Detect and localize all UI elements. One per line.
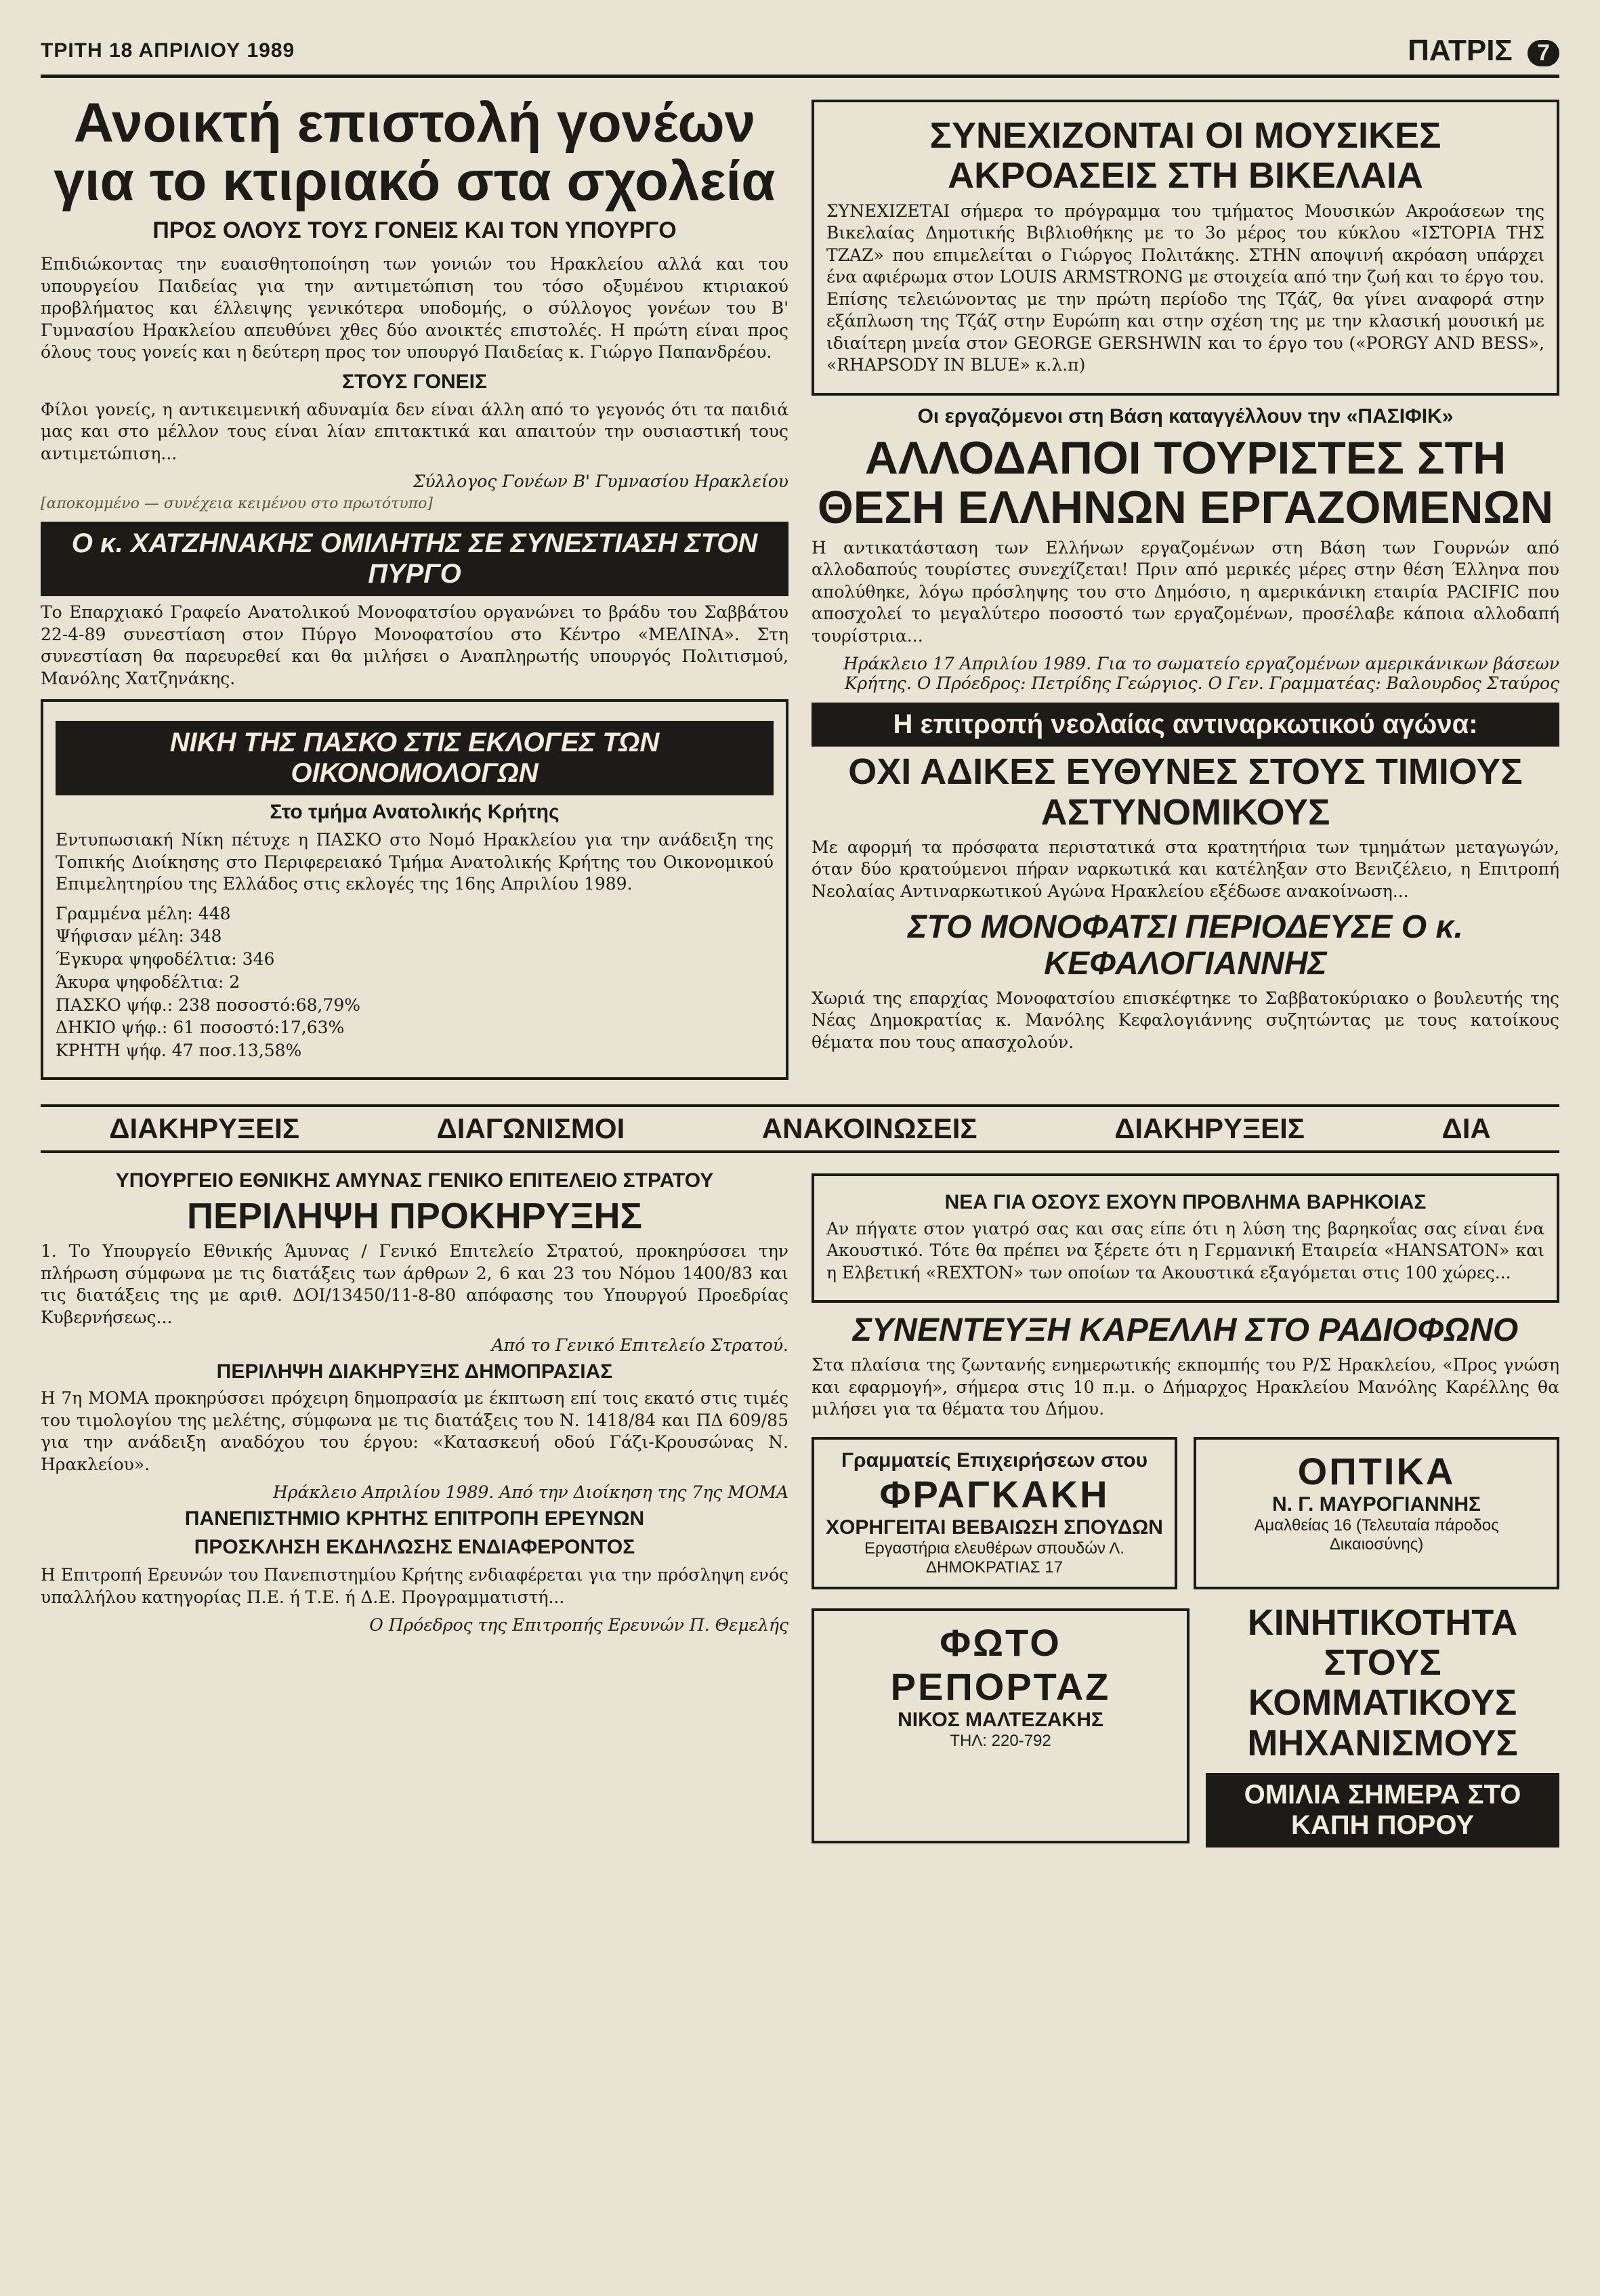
hearing-headline: ΝΕΑ ΓΙΑ ΟΣΟΥΣ ΕΧΟΥΝ ΠΡΟΒΛΗΜΑ ΒΑΡΗΚΟΙΑΣ <box>944 1190 1427 1213</box>
paper-name <box>1408 34 1559 68</box>
announcements-item: ΔΙΑΚΗΡΥΞΕΙΣ <box>109 1112 300 1144</box>
concerts-headline: ΣΥΝΕΧΙΖΟΝΤΑΙ ΟΙ ΜΟΥΣΙΚΕΣ ΑΚΡΟΑΣΕΙΣ ΣΤΗ ΒΙΚΕΛΑΙΑ <box>929 115 1441 196</box>
page-number: 7 <box>1528 40 1559 66</box>
tourists-headline: ΑΛΛΟΔΑΠΟΙ ΤΟΥΡΙΣΤΕΣ ΣΤΗ ΘΕΣΗ ΕΛΛΗΝΩΝ ΕΡΓΑΖΟΜΕΝΩΝ <box>817 432 1554 534</box>
letter-kicker: ΠΡΟΣ ΟΛΟΥΣ ΤΟΥΣ ΓΟΝΕΙΣ ΚΑΙ ΤΟΝ ΥΠΟΥΡΓΟ <box>152 217 677 244</box>
movements-headline: ΚΙΝΗΤΙΚΟΤΗΤΑ ΣΤΟΥΣ ΚΟΜΜΑΤΙΚΟΥΣ ΜΗΧΑΝΙΣΜΟΥΣ <box>1247 1602 1518 1763</box>
photo-phone: ΤΗΛ: 220-792 <box>950 1731 1051 1750</box>
karellis-headline: ΣΥΝΕΝΤΕΥΞΗ ΚΑΡΕΛΛΗ ΣΤΟ ΡΑΔΙΟΦΩΝΟ <box>852 1312 1519 1349</box>
concerts-box <box>812 100 1559 396</box>
karellis-body: Στα πλαίσια της ζωντανής ενημερωτικής εκπομπής του Ρ/Σ Ηρακλείου, «Προς γνώση και εφαρμογή», σήμερα στις 10 π.μ. ο Δήμαρχος Ηρακλείου Μανόλης Καρέλλης θα μιλήσει για τα θέματα του Δήμου. <box>812 1355 1559 1419</box>
announcements-item: ΔΙΑ <box>1441 1112 1491 1144</box>
issue-date: ΤΡΙΤΗ 18 ΑΠΡΙΛΙΟΥ 1989 <box>41 39 295 62</box>
pasko-body: Εντυπωσιακή Νίκη πέτυχε η ΠΑΣΚΟ στο Νομό Ηρακλείου για την ανάδειξη της Τοπικής Διοίκησης στο Περιφερειακό Τμήμα Ανατολικής Κρήτης του Οικονομικού Επιμελητηρίου της Ελλάδος στις εκλογές της 16ης Απριλίου 1989. <box>56 830 774 894</box>
letter-to-parents: ΣΤΟΥΣ ΓΟΝΕΙΣ <box>341 370 487 393</box>
column-right <box>812 90 1559 1089</box>
hatzinakis-body: Το Επαρχιακό Γραφείο Ανατολικού Μονοφατσίου οργανώνει το βράδυ του Σαββάτου 22-4-89 συνεστίαση στον Πύργο Μονοφατσίου στο Κέντρο «ΜΕΛΙΝΑ». Στη συνεστίαση θα παρευρεθεί και θα μιλήσει ο Αναπληρωτής υπουργός Πολιτισμού, Μανόλης Χατζηνάκης. <box>41 602 788 688</box>
optika-addr: Αμαλθείας 16 (Τελευταία πάροδος Δικαιοσύνης) <box>1254 1516 1499 1553</box>
hearing-body: Αν πήγατε στον γιατρό σας και σας είπε ότι η λύση της βαρηκοΐας σας είναι ένα Ακουστικό. Τότε θα πρέπει να ξέρετε ότι η Γερμανική Εταιρεία «HANSATON» και η Ελβετική «REXTON» των οποίων τα Ακουστικά εξαγόμεται στις 100 χώρες... <box>826 1218 1544 1282</box>
pasko-stat: ΔΗΚΙΟ ψήφ.: 61 ποσοστό:17,63% <box>56 1018 345 1038</box>
uni-sub: ΠΡΟΣΚΛΗΣΗ ΕΚΔΗΛΩΣΗΣ ΕΝΔΙΑΦΕΡΟΝΤΟΣ <box>194 1536 635 1559</box>
fragkaki-name: ΦΡΑΓΚΑΚΗ <box>879 1472 1110 1516</box>
announcements-stripe <box>41 1104 1559 1153</box>
pasko-stat: ΚΡΗΤΗ ψήφ. 47 ποσ.13,58% <box>56 1041 302 1061</box>
masthead <box>41 27 1559 78</box>
upper-section <box>41 90 1559 1089</box>
lower-right <box>812 1164 1559 1853</box>
army-org: ΥΠΟΥΡΓΕΙΟ ΕΘΝΙΚΗΣ ΑΜΥΝΑΣ ΓΕΝΙΚΟ ΕΠΙΤΕΛΕΙΟ ΣΤΡΑΤΟΥ <box>115 1169 714 1192</box>
movements-sub: ΟΜΙΛΙΑ ΣΗΜΕΡΑ ΣΤΟ ΚΑΠΗ ΠΟΡΟΥ <box>1206 1773 1559 1848</box>
paper-title: ΠΑΤΡΙΣ <box>1408 34 1513 67</box>
cut-note: [αποκομμένο — συνέχεια κειμένου στο πρωτότυπο] <box>41 495 433 513</box>
monofatsi-headline: ΣΤΟ ΜΟΝΟΦΑΤΣΙ ΠΕΡΙΟΔΕΥΣΕ Ο κ. ΚΕΦΑΛΟΓΙΑΝΝΗΣ <box>908 909 1463 982</box>
army-headline: ΠΕΡΙΛΗΨΗ ΠΡΟΚΗΡΥΞΗΣ <box>187 1195 642 1236</box>
police-headline: ΟΧΙ ΑΔΙΚΕΣ ΕΥΘΥΝΕΣ ΣΤΟΥΣ ΤΙΜΙΟΥΣ ΑΣΤΥΝΟΜΙΚΟΥΣ <box>848 751 1523 833</box>
moma-signature: Ηράκλειο Απριλίου 1989. Από την Διοίκηση της 7ης ΜΟΜΑ <box>272 1482 788 1503</box>
letter-paragraph-2: Φίλοι γονείς, η αντικειμενική αδυναμία δεν είναι άλλη από το γεγονός ότι τα παιδιά μας και στο μέλλον τους είναι λίαν επιτακτικά και απαιτούν την ουσιαστική τους αντιμετώπιση... <box>41 399 788 463</box>
letter-signature: Σύλλογος Γονέων Β' Γυμνασίου Ηρακλείου <box>413 472 788 492</box>
photo-name: ΝΙΚΟΣ ΜΑΛΤΕΖΑΚΗΣ <box>898 1708 1103 1731</box>
photo-title: ΦΩΤΟ ΡΕΠΟΡΤΑΖ <box>890 1621 1111 1708</box>
announcements-item: ΔΙΑΚΗΡΥΞΕΙΣ <box>1114 1112 1305 1144</box>
moma-headline: ΠΕΡΙΛΗΨΗ ΔΙΑΚΗΡΥΞΗΣ ΔΗΜΟΠΡΑΣΙΑΣ <box>216 1360 613 1383</box>
fragkaki-title: Γραμματείς Επιχειρήσεων στου <box>841 1448 1148 1471</box>
optika-brand: ΟΠΤΙΚΑ <box>1297 1449 1456 1493</box>
army-signature: Από το Γενικό Επιτελείο Στρατού. <box>491 1335 788 1356</box>
pasko-stat: Ψήφισαν μέλη: 348 <box>56 926 222 946</box>
fragkaki-line: ΧΟΡΗΓΕΙΤΑΙ ΒΕΒΑΙΩΣΗ ΣΠΟΥΔΩΝ <box>826 1516 1163 1539</box>
ads-row <box>812 1427 1559 1599</box>
pasko-stat: Έγκυρα ψηφοδέλτια: 346 <box>56 949 275 969</box>
optika-ad <box>1194 1437 1559 1589</box>
pasko-stat: Άκυρα ψηφοδέλτια: 2 <box>56 972 240 992</box>
tourists-body: Η αντικατάσταση των Ελλήνων εργαζομένων στη Βάση των Γουρνών από αλλοδαπούς τουρίστες συνεχίζεται! Πριν από μερικές μέρες στην θέση Έλληνα που απολύθηκε, λόγω πρόσληψης του στο Δημόσιο, η αμερικάνικη εταιρία PACIFIC που αποσχολεί το μεγαλύτερο ποσοστό των εργαζομένων, προσέλαβε κάποια αλλοδαπή τουρίστρια... <box>812 537 1559 646</box>
tourists-kicker: Οι εργαζόμενοι στη Βάση καταγγέλλουν την «ΠΑΣΙΦΙΚ» <box>917 404 1454 427</box>
pasko-box <box>41 699 788 1080</box>
uni-signature: Ο Πρόεδρος της Επιτροπής Ερευνών Π. Θεμελής <box>369 1615 788 1635</box>
pasko-stat: ΠΑΣΚΟ ψήφ.: 238 ποσοστό:68,79% <box>56 995 361 1015</box>
announcements-item: ΔΙΑΓΩΝΙΣΜΟΙ <box>436 1112 625 1144</box>
lower-left <box>41 1164 788 1853</box>
army-body: 1. Το Υπουργείο Εθνικής Άμυνας / Γενικό Επιτελείο Στρατού, προκηρύσσει την πλήρωση σύμφωνα με τις διατάξεις των άρθρων 2, 6 και 23 του Νόμου 1400/83 και τις διατάξεις της με αριθ. ΔΟΙ/13450/11-8-80 απόφασης του Υπουργού Προεδρίας Κυβερνήσεως... <box>41 1241 788 1327</box>
pasko-stats <box>56 902 774 1062</box>
photo-ad <box>812 1608 1190 1844</box>
hearing-box <box>812 1173 1559 1303</box>
tourists-signature: Ηράκλειο 17 Απριλίου 1989. Για το σωματείο εργαζομένων αμερικάνικων βάσεων Κρήτης. Ο Πρόεδρος: Πετρίδης Γεώργιος. Ο Γεν. Γραμματέας: Βαλουρδος Σταύρος <box>843 654 1559 694</box>
optika-name: Ν. Γ. ΜΑΥΡΟΓΙΑΝΝΗΣ <box>1271 1493 1481 1516</box>
police-body: Με αφορμή τα πρόσφατα περιστατικά στα κρατητήρια των τμημάτων μεταγωγών, όταν δύο κρατούμενοι πήραν ναρκωτικά και κατέληξαν στο Βενιζέλειο, η Επιτροπή Νεολαίας Αντιναρκωτικού Αγώνα Ηρακλείου εξέδωσε ανακοίνωση... <box>812 837 1559 901</box>
concerts-body: ΣΥΝΕΧΙΖΕΤΑΙ σήμερα το πρόγραμμα του τμήματος Μουσικών Ακροάσεων της Βικελαίας Δημοτικής Βιβλιοθήκης με το 3ο μέρος του κύκλου «ΙΣΤΟΡΙΑ ΤΗΣ ΤΖΑΖ» που επιμελείται ο Γιώργος Πολιτάκης. ΣΤΗΝ αποψινή ακρόαση υπάρχει ένα αφιέρωμα στον LOUIS ARMSTRONG με στοιχεία από την ζωή και το έργο του. Επίσης τελειώνοντας με την πρώτη περίοδο της Τζάζ, θα γίνει αναφορά στην εξάπλωση της Τζάζ στην Ευρώπη και στην σχέση της με την κλασική μουσική με ιδιαίτερη μνεία στον GEORGE GERSHWIN και το έργο του («PORGY AND BESS», «RHAPSODY IN BLUE» κ.λ.π) <box>826 201 1544 375</box>
fragkaki-addr: Εργαστήρια ελευθέρων σπουδών Λ. ΔΗΜΟΚΡΑΤΙΑΣ 17 <box>864 1539 1124 1577</box>
monofatsi-body: Χωριά της επαρχίας Μονοφατσίου επισκέφτηκε το Σαββατοκύριακο ο βουλευτής της Νέας Δημοκρατίας κ. Μανόλης Κεφαλογιάννης συζητώντας με τους κατοίκους θέματα που τους απασχολούν. <box>812 988 1559 1052</box>
pasko-stat: Γραμμένα μέλη: 448 <box>56 903 231 923</box>
lower-section <box>41 1164 1559 1853</box>
pasko-sub: Στο τμήμα Ανατολικής Κρήτης <box>270 801 560 824</box>
hatzinakis-headline: Ο κ. ΧΑΤΖΗΝΑΚΗΣ ΟΜΙΛΗΤΗΣ ΣΕ ΣΥΝΕΣΤΙΑΣΗ ΣΤΟΝ ΠΥΡΓΟ <box>41 522 788 596</box>
announcements-item: ΑΝΑΚΟΙΝΩΣΕΙΣ <box>761 1112 977 1144</box>
police-kicker: Η επιτροπή νεολαίας αντιναρκωτικού αγώνα: <box>812 703 1559 747</box>
bottom-row <box>812 1599 1559 1854</box>
letter-paragraph-1: Επιδιώκοντας την ευαισθητοποίηση των γονιών του Ηρακλείου αλλά και του υπουργείου Παιδείας για την αντιμετώπιση του τόσο οξυμένου κτιριακού προβλήματος και έλλειψης γενικότερα υποδομής, ο σύλλογος γονέων του Β' Γυμνασίου Ηρακλείου απευθύνει χθες δύο ανοικτές επιστολές. Η πρώτη είναι προς όλους τους γονείς και η δεύτερη προς τον υπουργό Παιδείας κ. Γιώργο Παπανδρέου. <box>41 254 788 362</box>
moma-body: Η 7η ΜΟΜΑ προκηρύσσει πρόχειρη δημοπρασία με έκπτωση επί τοις εκατό στις τιμές του τιμολογίου της μελέτης, σύμφωνα με τις διατάξεις του Ν. 1418/84 και ΠΔ 609/85 για την ανάδειξη αναδόχου του έργου: «Κατασκευή οδού Γάζι-Κρουσώνας Ν. Ηρακλείου». <box>41 1388 788 1474</box>
letter-headline: Ανοικτή επιστολή γονέων για το κτιριακό στα σχολεία <box>54 92 776 213</box>
uni-body: Η Επιτροπή Ερευνών του Πανεπιστημίου Κρήτης ενδιαφέρεται για την πρόσληψη ενός υπαλλήλου κατηγορίας Π.Ε. ή Τ.Ε. ή Δ.Ε. Προγραμματιστή... <box>41 1565 788 1607</box>
movements-block <box>1206 1599 1559 1854</box>
pasko-headline: ΝΙΚΗ ΤΗΣ ΠΑΣΚΟ ΣΤΙΣ ΕΚΛΟΓΕΣ ΤΩΝ ΟΙΚΟΝΟΜΟΛΟΓΩΝ <box>56 721 774 795</box>
uni-headline: ΠΑΝΕΠΙΣΤΗΜΙΟ ΚΡΗΤΗΣ ΕΠΙΤΡΟΠΗ ΕΡΕΥΝΩΝ <box>184 1507 645 1530</box>
fragkaki-ad <box>812 1437 1177 1589</box>
column-left <box>41 90 788 1089</box>
